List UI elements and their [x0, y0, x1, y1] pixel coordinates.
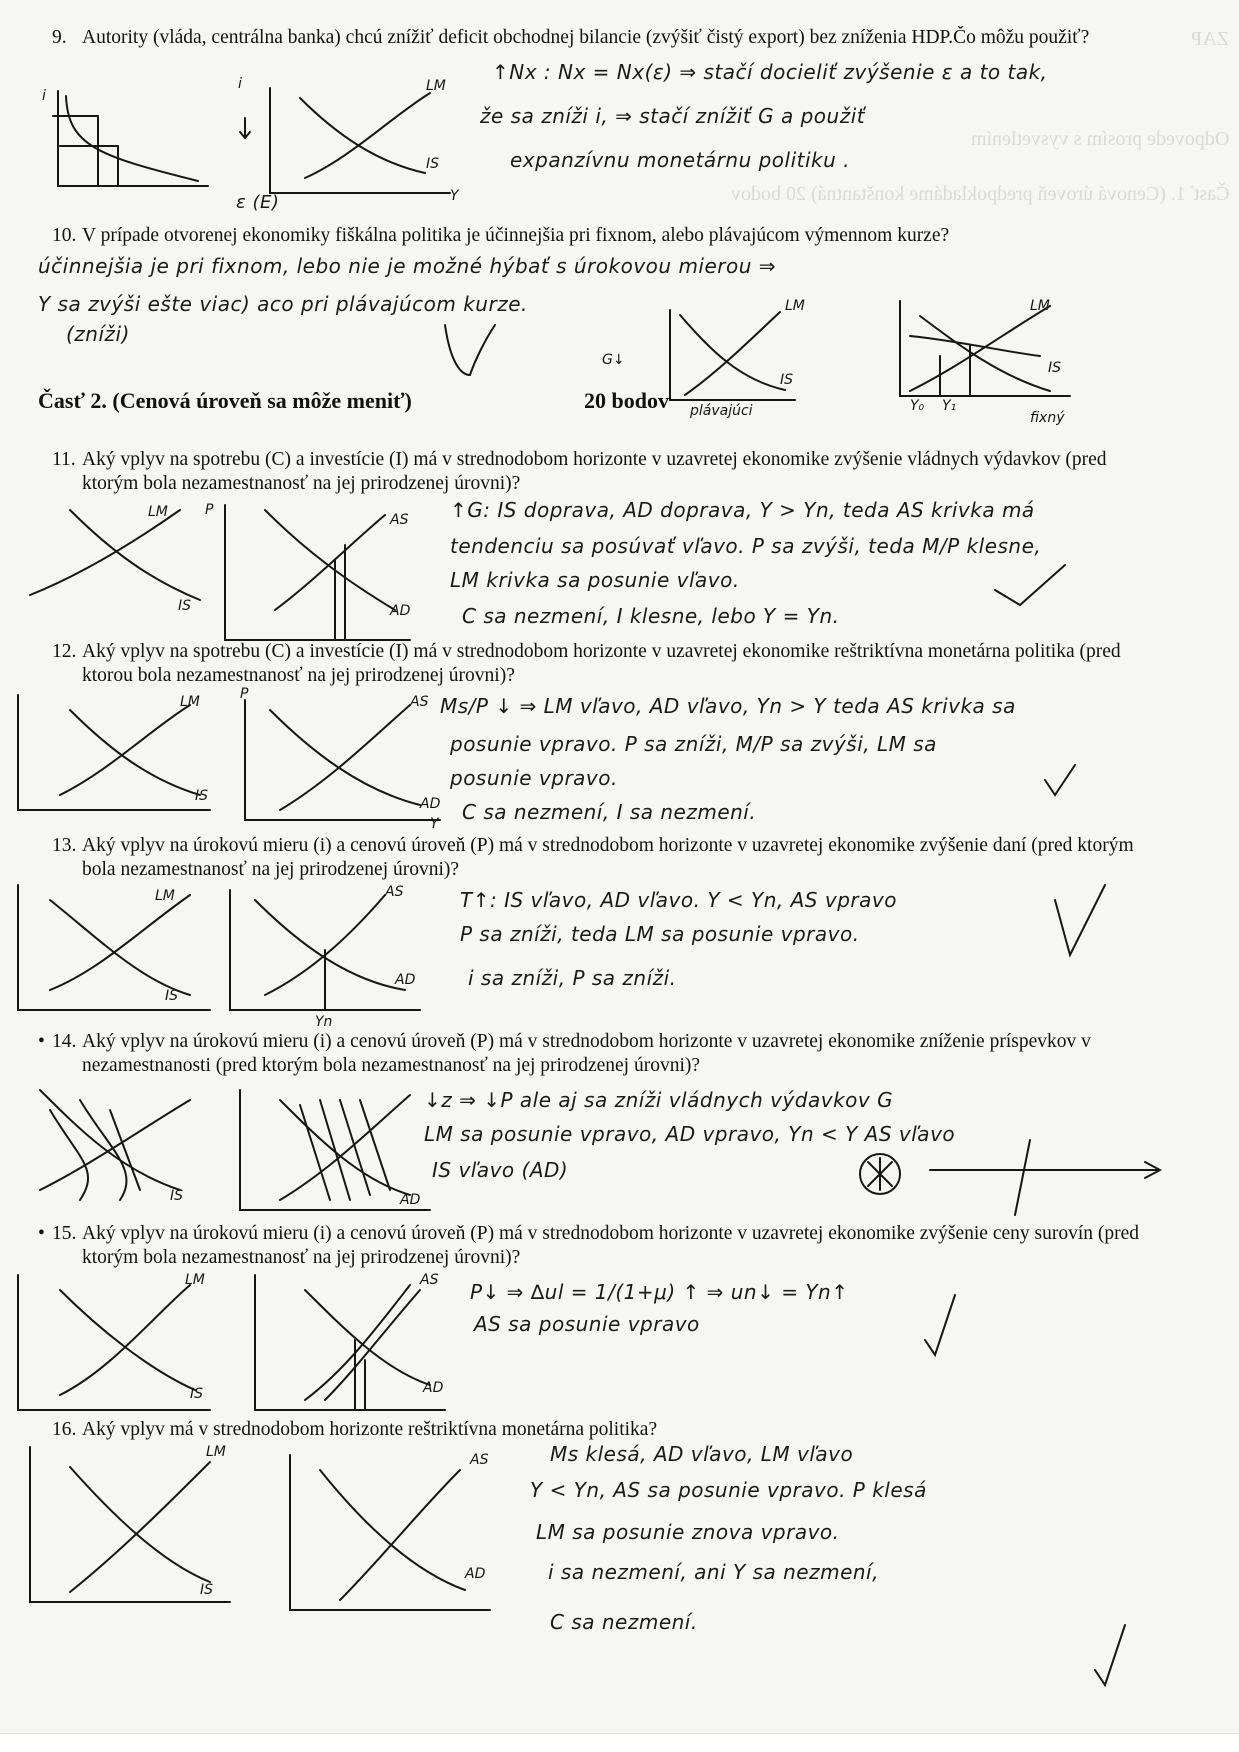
handwritten-answer-line: ↓z ⇒ ↓P ale aj sa zníži vládnych výdavkov G — [424, 1088, 894, 1112]
svg-text:AS: AS — [390, 512, 409, 528]
svg-text:fixný: fixný — [1030, 410, 1065, 426]
svg-text:AS: AS — [410, 694, 429, 710]
check-mark — [990, 560, 1070, 610]
svg-text:P: P — [205, 502, 214, 518]
diagram-islm-q13 — [10, 880, 220, 1020]
handwritten-answer-line: i sa nezmení, ani Y sa nezmení, — [548, 1560, 879, 1584]
handwritten-answer-line: účinnejšia je pri fixnom, lebo nie je možné hýbať s úrokovou mierou ⇒ — [38, 254, 777, 278]
check-mark — [1050, 880, 1110, 960]
svg-text:LM: LM — [785, 298, 805, 314]
question-number: 13. — [52, 835, 77, 856]
svg-text:IS: IS — [170, 1188, 184, 1204]
bleed-line: Časť 1. (Cenová úroveň predpokladáme konštantná) 20 bodov — [730, 183, 1229, 205]
diagram-islm-q11 — [20, 500, 220, 615]
handwritten-answer-line: ↑G: IS doprava, AD doprava, Y > Yn, teda AS krivka má — [450, 498, 1035, 522]
handwritten-answer-line: Y sa zvýši ešte viac) aco pri plávajúcom kurze. — [38, 292, 528, 316]
question-text: Aký vplyv na spotrebu (C) a investície (I) má v strednodobom horizonte v uzavretej ekonomike zvýšenie vládnych výdavkov (pred ktorým bola nezamestnanosť na jej prirodzenej úrovni)? — [82, 449, 1107, 494]
svg-text:AD: AD — [420, 796, 441, 812]
handwritten-answer-line: LM sa posunie vpravo, AD vpravo, Yn < Y AS vľavo — [424, 1122, 956, 1146]
svg-text:LM: LM — [180, 694, 200, 710]
diagram-exchange-rate — [38, 86, 218, 206]
handwritten-answer-line: i sa zníži, P sa zníži. — [468, 966, 677, 990]
check-mark — [1040, 760, 1080, 800]
section-title: Časť 2. (Cenová úroveň sa môže meniť) — [38, 388, 412, 413]
svg-text:LM: LM — [155, 888, 175, 904]
diagram-asad-q12 — [230, 686, 450, 832]
check-mark — [1090, 1620, 1130, 1690]
svg-text:Yn: Yn — [315, 1014, 333, 1030]
check-mark — [920, 1290, 960, 1360]
svg-text:plávajúci: plávajúci — [690, 403, 753, 419]
diagram-asad-q14 — [230, 1080, 440, 1220]
handwritten-answer-line: LM sa posunie znova vpravo. — [536, 1520, 840, 1544]
diagram-asad-q15 — [245, 1270, 455, 1420]
question-number: • 14. — [52, 1030, 76, 1054]
handwritten-answer-line: P↓ ⇒ ∆ul = 1/(1+μ) ↑ ⇒ un↓ = Yn↑ — [470, 1280, 849, 1304]
question-12 — [52, 640, 1142, 688]
svg-text:LM: LM — [426, 78, 446, 94]
svg-text:LM: LM — [185, 1272, 205, 1288]
svg-text:IS: IS — [426, 156, 440, 172]
handwritten-answer-line: posunie vpravo. — [450, 766, 618, 790]
handwritten-answer-line: AS sa posunie vpravo — [474, 1312, 700, 1336]
svg-text:AD: AD — [400, 1192, 421, 1208]
svg-text:AD: AD — [390, 603, 411, 619]
svg-text:P: P — [240, 686, 249, 702]
question-15 — [52, 1222, 1142, 1270]
question-text: Aký vplyv na úrokovú mieru (i) a cenovú úroveň (P) má v strednodobom horizonte v uzavretej ekonomike zníženie príspevkov v nezamestnanosti (pred ktorým bola nezamestnanosť na jej prirodzenej úrovni)? — [82, 1031, 1091, 1076]
diagram-islm-q15 — [10, 1270, 220, 1420]
diagram-islm-q16 — [10, 1442, 240, 1612]
svg-text:AD: AD — [395, 972, 416, 988]
handwritten-answer-line: expanzívnu monetárnu politiku . — [510, 148, 851, 172]
svg-text:IS: IS — [780, 372, 794, 388]
diagram-asad-q13 — [215, 880, 430, 1030]
asterisk-arrow-mark — [840, 1140, 1170, 1220]
svg-text:i: i — [42, 88, 46, 104]
handwritten-answer-line: Ms klesá, AD vľavo, LM vľavo — [550, 1442, 854, 1466]
handwritten-answer-line: posunie vpravo. P sa zníži, M/P sa zvýši, LM sa — [450, 732, 937, 756]
bleed-line: ZAP — [1191, 28, 1229, 50]
question-text: Autority (vláda, centrálna banka) chcú znížiť deficit obchodnej bilancie (zvýšiť čistý export) bez zníženia HDP.Čo môžu použiť? — [82, 27, 1090, 48]
question-text: Aký vplyv na úrokovú mieru (i) a cenovú úroveň (P) má v strednodobom horizonte v uzavretej ekonomike zvýšenie ceny surovín (pred ktorým bola nezamestnanosť na jej prirodzenej úrovni)? — [82, 1223, 1140, 1268]
svg-text:AS: AS — [420, 1272, 439, 1288]
svg-text:IS: IS — [165, 988, 179, 1004]
question-13 — [52, 834, 1142, 882]
handwritten-answer-line: T↑: IS vľavo, AD vľavo. Y < Yn, AS vpravo — [460, 888, 897, 912]
svg-text:LM: LM — [1030, 298, 1050, 314]
diagram-islm-q9 — [230, 78, 460, 208]
handwritten-answer-line: ↑Nx : Nx = Nx(ε) ⇒ stačí docieliť zvýšenie ε a to tak, — [492, 60, 1048, 84]
svg-text:IS: IS — [195, 788, 209, 804]
question-9 — [52, 26, 1142, 50]
svg-text:LM: LM — [206, 1444, 226, 1460]
question-number: 16. — [52, 1419, 77, 1440]
svg-text:Y: Y — [450, 188, 459, 204]
svg-text:IS: IS — [200, 1582, 214, 1598]
svg-text:G↓: G↓ — [602, 352, 625, 368]
handwritten-answer-line: Ms/P ↓ ⇒ LM vľavo, AD vľavo, Yn > Y teda AS krivka sa — [440, 694, 1016, 718]
handwritten-answer-line: LM krivka sa posunie vľavo. — [450, 568, 740, 592]
diagram-asad-q16 — [280, 1450, 500, 1620]
question-number: • 15. — [52, 1222, 76, 1246]
question-number: 12. — [52, 641, 77, 662]
handwritten-answer-line: C sa nezmení, I klesne, lebo Y = Yn. — [462, 604, 840, 628]
handwritten-answer-line: že sa zníži i, ⇒ stačí znížiť G a použiť — [480, 104, 866, 128]
bleed-line: Odpovede prosím s vysvetlením — [970, 128, 1229, 150]
question-10 — [52, 224, 1142, 248]
svg-text:LM: LM — [148, 504, 168, 520]
handwritten-answer-line: C sa nezmení. — [550, 1610, 698, 1634]
question-16 — [52, 1418, 1142, 1442]
handwritten-answer-line: (zníži) — [66, 322, 130, 346]
check-mark — [440, 320, 500, 380]
svg-text:Y₁: Y₁ — [942, 398, 957, 414]
svg-text:i: i — [238, 76, 242, 92]
handwritten-answer-line: C sa nezmení, I sa nezmení. — [462, 800, 757, 824]
svg-text:AD: AD — [465, 1566, 486, 1582]
axis-label-epsilon: ε (E) — [236, 192, 280, 213]
diagram-asad-q11 — [205, 500, 420, 650]
svg-text:IS: IS — [178, 598, 192, 614]
question-text: Aký vplyv na úrokovú mieru (i) a cenovú úroveň (P) má v strednodobom horizonte v uzavretej ekonomike zvýšenie daní (pred ktorým bola nezamestnanosť na jej prirodzenej úrovni)? — [82, 835, 1134, 880]
svg-text:AD: AD — [423, 1380, 444, 1396]
question-text: Aký vplyv na spotrebu (C) a investície (I) má v strednodobom horizonte v uzavretej ekonomike reštriktívna monetárna politika (pred ktorou bola nezamestnanosť na jej prirodzenej úrovni)? — [82, 641, 1121, 686]
diagram-islm-q12 — [10, 690, 220, 820]
page-bottom-edge — [0, 1733, 1239, 1752]
diagram-fixed-rate — [880, 296, 1090, 426]
handwritten-answer-line: tendenciu sa posúvať vľavo. P sa zvýši, teda M/P klesne, — [450, 534, 1042, 558]
question-number: 11. — [52, 449, 76, 470]
handwritten-answer-line: IS vľavo (AD) — [432, 1158, 569, 1182]
svg-text:AS: AS — [470, 1452, 489, 1468]
handwritten-answer-line: Y < Yn, AS sa posunie vpravo. P klesá — [530, 1478, 927, 1502]
svg-text:IS: IS — [1048, 360, 1062, 376]
section-points: 20 bodov — [584, 388, 669, 413]
handwritten-answer-line: P sa zníži, teda LM sa posunie vpravo. — [460, 922, 860, 946]
question-14 — [52, 1030, 1142, 1078]
question-number: 9. — [52, 27, 67, 48]
svg-text:AS: AS — [385, 884, 404, 900]
svg-text:Y₀: Y₀ — [910, 398, 925, 414]
question-text: V prípade otvorenej ekonomiky fiškálna politika je účinnejšia pri fixnom, alebo plávajúcom výmennom kurze? — [82, 225, 950, 246]
diagram-islm-q14 — [20, 1080, 210, 1210]
question-number: 10. — [52, 225, 77, 246]
question-11 — [52, 448, 1142, 496]
question-text: Aký vplyv má v strednodobom horizonte reštriktívna monetárna politika? — [82, 1419, 658, 1440]
svg-text:IS: IS — [190, 1386, 204, 1402]
svg-text:Y: Y — [430, 816, 439, 832]
